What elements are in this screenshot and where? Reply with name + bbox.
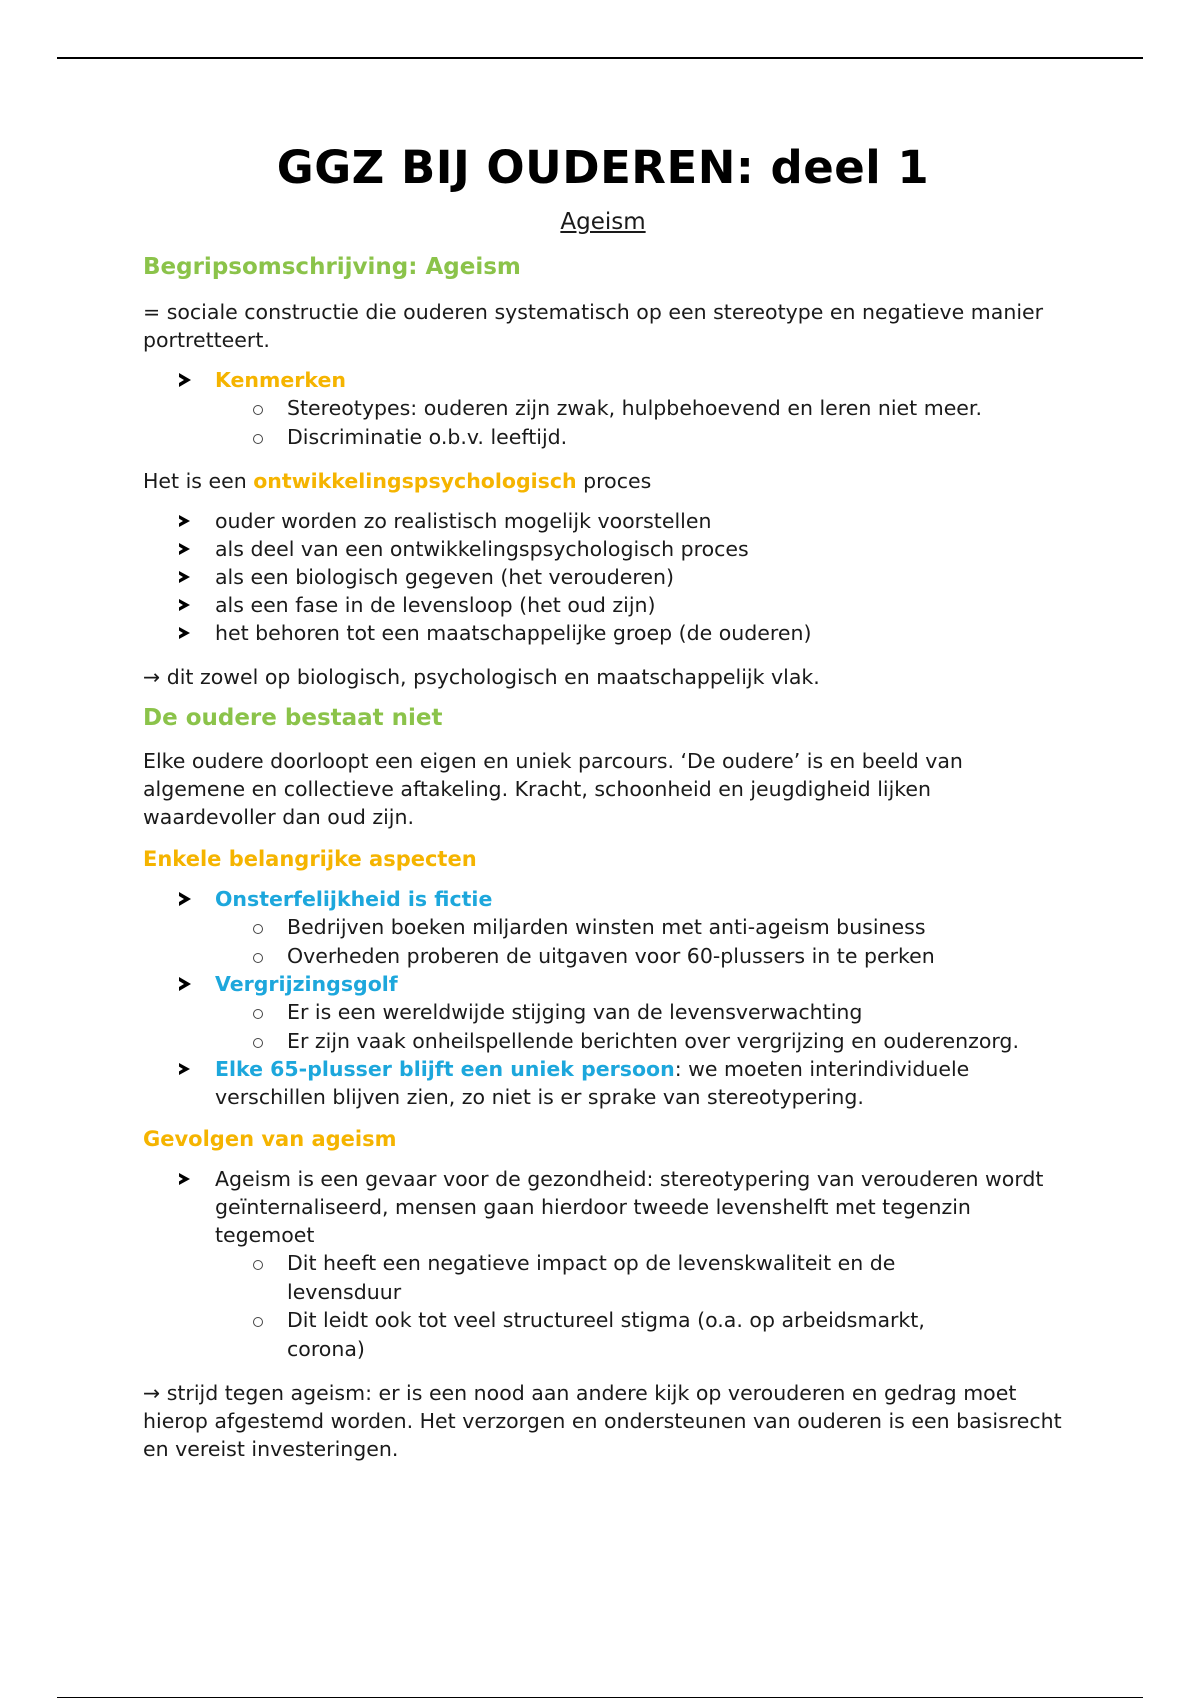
arrowhead-bullet-icon bbox=[179, 885, 199, 913]
list-item: Dit leidt ook tot veel structureel stigma (o.a. op arbeidsmarkt, corona) bbox=[143, 1306, 1063, 1363]
arrowhead-bullet-icon bbox=[179, 970, 199, 998]
list-item: Dit heeft een negatieve impact op de levenskwaliteit en de levensduur bbox=[143, 1249, 1063, 1306]
document-page bbox=[143, 140, 1063, 1463]
circle-bullet-icon bbox=[253, 423, 263, 454]
page-subtitle: Ageism bbox=[560, 209, 646, 235]
definition-text: = sociale constructie die ouderen systematisch op een stereotype en negatieve manier portretteert. bbox=[143, 300, 1044, 352]
circle-bullet-icon bbox=[253, 1306, 263, 1337]
heading-belangrijke-aspecten: Enkele belangrijke aspecten bbox=[143, 847, 477, 871]
list-item bbox=[143, 970, 1063, 998]
list-item: als deel van een ontwikkelingspsychologisch proces bbox=[143, 535, 1063, 563]
process-list bbox=[143, 507, 1063, 647]
kenmerken-label: Kenmerken bbox=[215, 368, 346, 392]
conclusion-text: → dit zowel op biologisch, psychologisch en maatschappelijk vlak. bbox=[143, 665, 820, 689]
list-item: Stereotypes: ouderen zijn zwak, hulpbehoevend en leren niet meer. bbox=[143, 394, 1063, 423]
circle-bullet-icon bbox=[253, 998, 263, 1029]
final-conclusion-text: → strijd tegen ageism: er is een nood aan andere kijk op verouderen en gedrag moet hierop afgestemd worden. Het verzorgen en ondersteunen van ouderen is een basisrecht en vereist investeringen. bbox=[143, 1381, 1062, 1461]
list-item: Discriminatie o.b.v. leeftijd. bbox=[143, 423, 1063, 452]
list-item: Er is een wereldwijde stijging van de levensverwachting bbox=[143, 998, 1063, 1027]
top-rule bbox=[57, 57, 1143, 59]
arrowhead-bullet-icon bbox=[179, 591, 199, 619]
gevolgen-list bbox=[143, 1165, 1063, 1363]
uniek-persoon-label: Elke 65-plusser blijft een uniek persoon bbox=[215, 1057, 675, 1081]
circle-bullet-icon bbox=[253, 913, 263, 944]
bottom-rule bbox=[57, 1697, 1143, 1698]
list-item: ouder worden zo realistisch mogelijk voorstellen bbox=[143, 507, 1063, 535]
arrowhead-bullet-icon bbox=[179, 619, 199, 647]
vergrijzingsgolf-label: Vergrijzingsgolf bbox=[215, 972, 398, 996]
oudere-text: Elke oudere doorloopt een eigen en uniek parcours. ‘De oudere’ is en beeld van algemene en collectieve aftakeling. Kracht, schoonheid en jeugdigheid lijken waardevoller dan oud zijn. bbox=[143, 749, 963, 829]
list-item bbox=[143, 885, 1063, 913]
arrowhead-bullet-icon bbox=[179, 1165, 199, 1193]
onsterfelijkheid-label: Onsterfelijkheid is fictie bbox=[215, 887, 493, 911]
list-item: Overheden proberen de uitgaven voor 60-plussers in te perken bbox=[143, 942, 1063, 971]
arrowhead-bullet-icon bbox=[179, 507, 199, 535]
page-title: GGZ BIJ OUDEREN: deel 1 bbox=[276, 141, 930, 194]
process-intro: Het is een ontwikkelingspsychologisch proces bbox=[143, 469, 652, 493]
circle-bullet-icon bbox=[253, 394, 263, 425]
list-item: Ageism is een gevaar voor de gezondheid: stereotypering van verouderen wordt geïnternaliseerd, mensen gaan hierdoor tweede levenshelft met tegenzin tegemoet bbox=[143, 1165, 1063, 1249]
aspecten-list bbox=[143, 885, 1063, 1111]
list-item: Bedrijven boeken miljarden winsten met anti-ageism business bbox=[143, 913, 1063, 942]
arrowhead-bullet-icon bbox=[179, 563, 199, 591]
circle-bullet-icon bbox=[253, 942, 263, 973]
list-item bbox=[143, 366, 1063, 394]
arrowhead-bullet-icon bbox=[179, 1055, 199, 1083]
arrowhead-bullet-icon bbox=[179, 535, 199, 563]
circle-bullet-icon bbox=[253, 1027, 263, 1058]
heading-begripsomschrijving: Begripsomschrijving: Ageism bbox=[143, 254, 521, 280]
list-item: als een biologisch gegeven (het verouderen) bbox=[143, 563, 1063, 591]
kenmerken-list bbox=[143, 366, 1063, 451]
list-item: het behoren tot een maatschappelijke groep (de ouderen) bbox=[143, 619, 1063, 647]
list-item: Er zijn vaak onheilspellende berichten over vergrijzing en ouderenzorg. bbox=[143, 1027, 1063, 1056]
heading-gevolgen: Gevolgen van ageism bbox=[143, 1127, 397, 1151]
circle-bullet-icon bbox=[253, 1249, 263, 1280]
arrowhead-bullet-icon bbox=[179, 366, 199, 394]
list-item: Elke 65-plusser blijft een uniek persoon: we moeten interindividuele verschillen blijven zien, zo niet is er sprake van stereotypering. bbox=[143, 1055, 1063, 1111]
list-item: als een fase in de levensloop (het oud zijn) bbox=[143, 591, 1063, 619]
heading-de-oudere-bestaat-niet: De oudere bestaat niet bbox=[143, 705, 443, 731]
